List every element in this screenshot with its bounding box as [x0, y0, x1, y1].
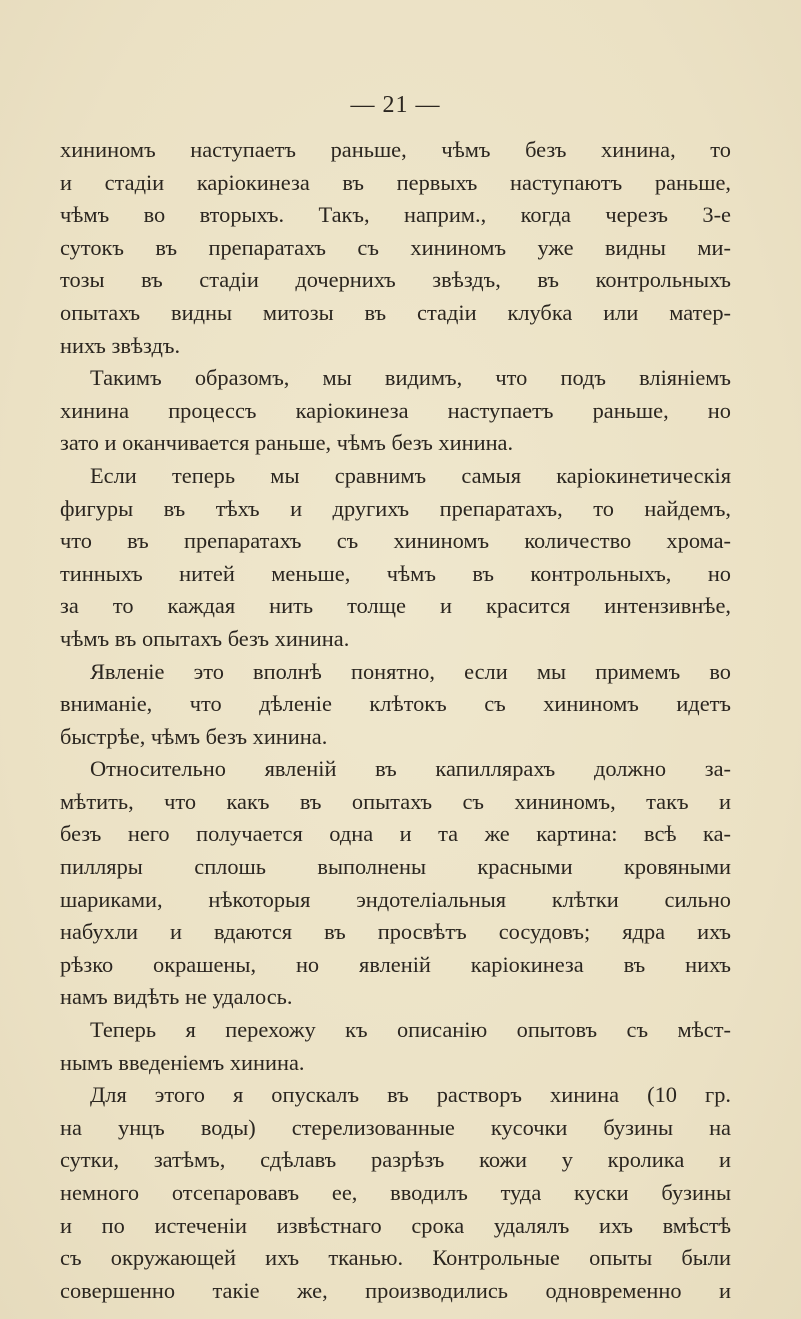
text-line: что въ препаратахъ съ хининомъ количество хрома-: [60, 528, 731, 554]
text-line: Теперь я перехожу къ описанію опытовъ съ мѣст-: [90, 1017, 731, 1043]
text-line: шариками, нѣкоторыя эндотеліальныя клѣтки сильно: [60, 886, 731, 912]
text-line: Для этого я опускалъ въ растворъ хинина (10 гр.: [90, 1082, 731, 1108]
page-number: — 21 —: [350, 92, 441, 118]
text-line: рѣзко окрашены, но явленій каріокинеза въ нихъ: [60, 951, 731, 977]
text-line: Такимъ образомъ, мы видимъ, что подъ вліяніемъ: [90, 365, 731, 391]
text-line: и по истеченіи извѣстнаго срока удалялъ ихъ вмѣстѣ: [60, 1212, 731, 1238]
text-line: нихъ звѣздъ.: [60, 332, 181, 358]
text-line: вниманіе, что дѣленіе клѣтокъ съ хининомъ идетъ: [60, 691, 731, 717]
text-line: хинина процессъ каріокинеза наступаетъ раньше, но: [60, 397, 731, 423]
text-line: пилляры сплошь выполнены красными кровяными: [60, 854, 731, 880]
text-line: чѣмъ во вторыхъ. Такъ, наприм., когда черезъ 3-е: [60, 202, 731, 228]
text-line: зато и оканчивается раньше, чѣмъ безъ хинина.: [60, 430, 514, 456]
text-line: хининомъ наступаетъ раньше, чѣмъ безъ хинина, то: [60, 137, 731, 162]
text-line: опытахъ видны митозы въ стадіи клубка или матер-: [60, 299, 731, 325]
text-line: мѣтить, что какъ въ опытахъ съ хининомъ, такъ и: [60, 788, 731, 814]
text-line: быстрѣе, чѣмъ безъ хинина.: [60, 723, 328, 749]
text-line: тинныхъ нитей меньше, чѣмъ въ контрольныхъ, но: [60, 560, 731, 586]
text-line: тозы въ стадіи дочернихъ звѣздъ, въ контрольныхъ: [60, 267, 731, 293]
text-line: сутокъ въ препаратахъ съ хининомъ уже видны ми-: [60, 234, 731, 260]
text-line: намъ видѣть не удалось.: [60, 984, 293, 1010]
text-line: совершенно такіе же, производились одновременно и: [60, 1277, 731, 1303]
text-line: Если теперь мы сравнимъ самыя каріокинетическія: [90, 462, 731, 488]
text-line: и стадіи каріокинеза въ первыхъ наступаютъ раньше,: [60, 169, 731, 195]
text-line: Относительно явленій въ капиллярахъ должно за-: [90, 756, 731, 782]
text-line: нымъ введеніемъ хинина.: [60, 1049, 305, 1075]
text-line: на унцъ воды) стерелизованные кусочки бузины на: [60, 1114, 731, 1140]
text-line: набухли и вдаются въ просвѣтъ сосудовъ; ядра ихъ: [60, 919, 731, 945]
body-text: [60, 134, 731, 1307]
text-line: безъ него получается одна и та же картина: всѣ ка-: [60, 821, 731, 847]
text-line: сутки, затѣмъ, сдѣлавъ разрѣзъ кожи у кролика и: [60, 1147, 731, 1173]
text-line: съ окружающей ихъ тканью. Контрольные опыты были: [60, 1245, 731, 1271]
text-line: Явленіе это вполнѣ понятно, если мы примемъ во: [90, 658, 731, 684]
text-line: фигуры въ тѣхъ и другихъ препаратахъ, то найдемъ,: [60, 495, 731, 521]
text-line: немного отсепаровавъ ее, вводилъ туда куски бузины: [60, 1180, 731, 1205]
text-line: чѣмъ въ опытахъ безъ хинина.: [60, 625, 350, 651]
text-line: за то каждая нить толще и красится интензивнѣе,: [60, 593, 731, 619]
